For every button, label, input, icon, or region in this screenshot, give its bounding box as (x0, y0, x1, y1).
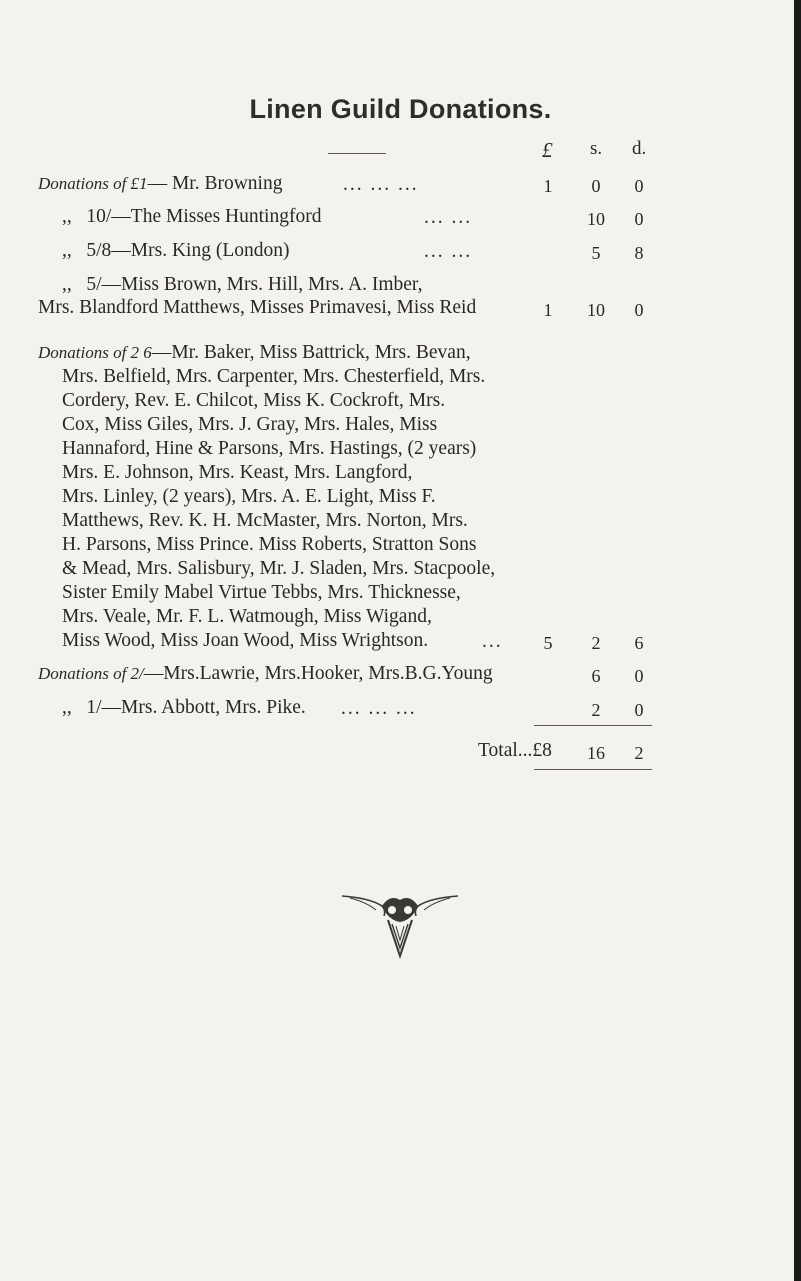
amount-pence: 0 (634, 700, 644, 720)
amount-shillings: 10 (587, 209, 605, 229)
amount-shillings: 2 (591, 700, 601, 720)
amount-pence: 0 (634, 209, 644, 229)
donation-line-1: Donations of £1— Mr. Browning (38, 173, 283, 194)
group-2-6-line: & Mead, Mrs. Salisbury, Mr. J. Sladen, Mrs. Stacpoole, (62, 558, 496, 579)
total-rule-bottom (534, 769, 652, 770)
group-2-6-line: Cox, Miss Giles, Mrs. J. Gray, Mrs. Hales, Miss (62, 414, 438, 435)
group-2-6-line: Matthews, Rev. K. H. McMaster, Mrs. Norton, Mrs. (62, 510, 468, 531)
amount-pence: 8 (634, 243, 644, 263)
donation-line-2: ,, 10/—The Misses Huntingford (62, 206, 322, 227)
leader-dots: ... ... ... (343, 174, 419, 195)
amount-pence: 0 (634, 666, 644, 686)
amount-pounds: 5 (543, 633, 553, 653)
amount-shillings: 6 (591, 666, 601, 686)
group-2-6-line: Miss Wood, Miss Joan Wood, Miss Wrightson. (62, 630, 429, 651)
pence-header: d. (632, 138, 647, 159)
group-2-6-line: Hannaford, Hine & Parsons, Mrs. Hastings, (2 years) (62, 438, 477, 459)
amount-shillings: 0 (591, 176, 601, 196)
amount-pounds: 1 (543, 176, 553, 196)
total-pence: 2 (634, 743, 644, 763)
group-2-line: Donations of 2/—Mrs.Lawrie, Mrs.Hooker, Mrs.B.G.Young (38, 663, 493, 684)
group-2-6-line: Cordery, Rev. E. Chilcot, Miss K. Cockroft, Mrs. (62, 390, 446, 411)
total-label: Total...£8 (478, 740, 552, 761)
leader-dots: ... ... (424, 241, 473, 262)
decorative-scroll-ornament-icon (340, 890, 460, 960)
amount-pounds: 1 (543, 300, 553, 320)
group-2-6-line: Mrs. Belfield, Mrs. Carpenter, Mrs. Chesterfield, Mrs. (62, 366, 486, 387)
group-2-6-line: Sister Emily Mabel Virtue Tebbs, Mrs. Thicknesse, (62, 582, 461, 603)
amount-pence: 0 (634, 176, 644, 196)
title-underline (328, 153, 386, 154)
leader-dots: ... (482, 631, 503, 652)
pounds-header: £ (542, 138, 553, 162)
amount-shillings: 5 (591, 243, 601, 263)
page-title: Linen Guild Donations. (249, 94, 552, 124)
shillings-header: s. (590, 138, 603, 159)
donation-line-4-cont: Mrs. Blandford Matthews, Misses Primavesi, Miss Reid (38, 297, 477, 318)
amount-pence: 0 (634, 300, 644, 320)
total-rule-top (534, 725, 652, 726)
group-2-6-line: Mrs. Veale, Mr. F. L. Watmough, Miss Wigand, (62, 606, 432, 627)
page-edge-shadow (794, 0, 801, 1281)
group-2-6-line: Donations of 2 6—Mr. Baker, Miss Battrick, Mrs. Bevan, (38, 342, 471, 363)
amount-shillings: 10 (587, 300, 605, 320)
amount-shillings: 2 (591, 633, 601, 653)
donation-line-4: ,, 5/—Miss Brown, Mrs. Hill, Mrs. A. Imber, (62, 274, 423, 295)
group-2-6-line: Mrs. Linley, (2 years), Mrs. A. E. Light, Miss F. (62, 486, 436, 507)
group-1-line: ,, 1/—Mrs. Abbott, Mrs. Pike. (62, 697, 306, 718)
amount-pence: 6 (634, 633, 644, 653)
group-2-6-line: H. Parsons, Miss Prince. Miss Roberts, Stratton Sons (62, 534, 477, 555)
leader-dots: ... ... (424, 207, 473, 228)
donation-line-3: ,, 5/8—Mrs. King (London) (62, 240, 290, 261)
leader-dots: ... ... ... (341, 698, 417, 719)
group-2-6-line: Mrs. E. Johnson, Mrs. Keast, Mrs. Langford, (62, 462, 413, 483)
total-shillings: 16 (587, 743, 605, 763)
